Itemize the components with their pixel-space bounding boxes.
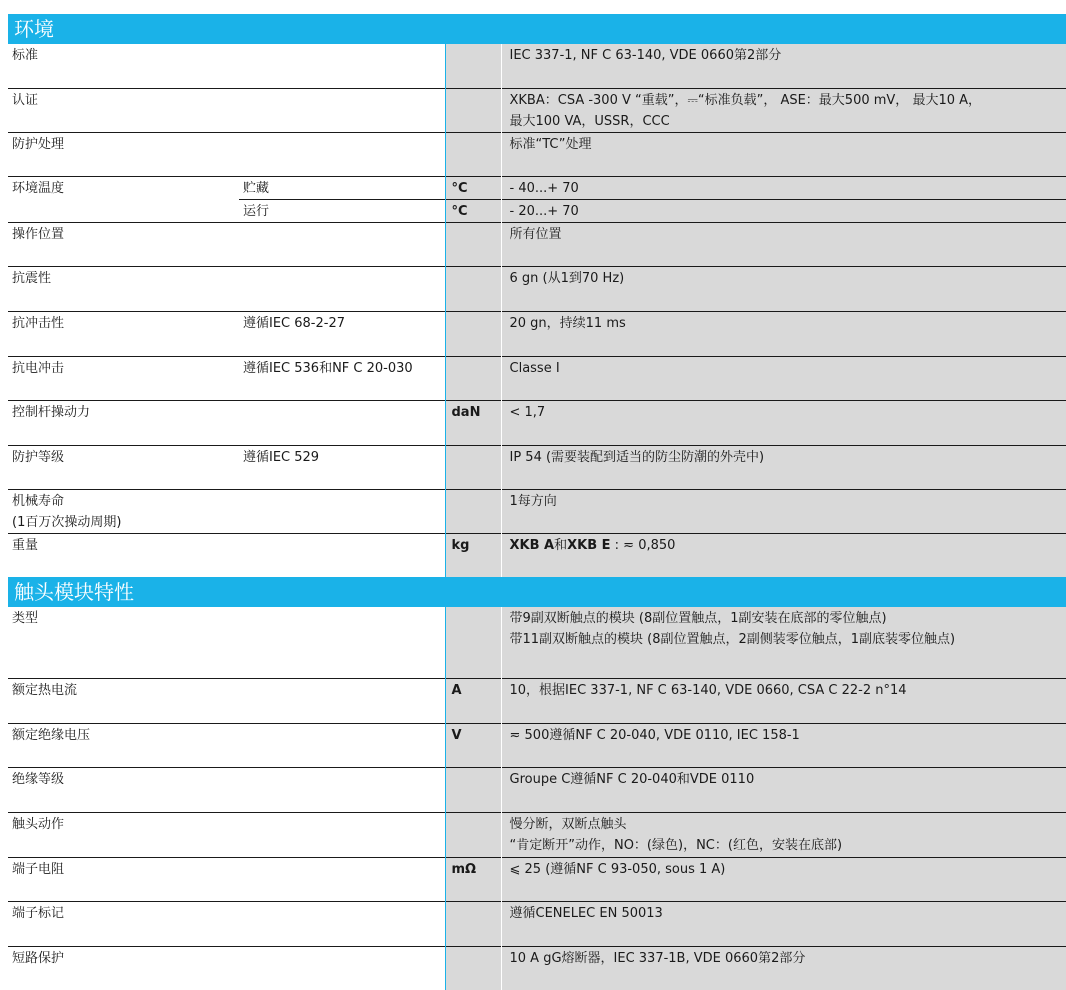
table-row: [8, 723, 1066, 767]
row-condition: [239, 88, 445, 132]
table-row: [8, 445, 1066, 489]
table-row: [8, 356, 1066, 400]
table-row: [8, 946, 1066, 990]
row-condition: 运行: [239, 199, 445, 222]
table-row: [8, 132, 1066, 176]
table-row: [8, 857, 1066, 901]
row-unit: °C: [445, 176, 501, 199]
row-label: 绝缘等级: [8, 767, 239, 812]
row-unit: [445, 222, 501, 266]
row-condition: [239, 723, 445, 767]
row-unit: [445, 266, 501, 311]
row-unit: V: [445, 723, 501, 767]
row-value: Groupe C遵循NF C 20-040和VDE 0110: [501, 767, 1066, 812]
row-unit: A: [445, 678, 501, 723]
row-unit: [445, 44, 501, 88]
row-label: 防护处理: [8, 132, 239, 176]
row-condition: [239, 678, 445, 723]
row-unit: daN: [445, 400, 501, 445]
row-value: 6 gn (从1到70 Hz): [501, 266, 1066, 311]
row-condition: 贮藏: [239, 176, 445, 199]
row-condition: [239, 857, 445, 901]
row-value: Classe I: [501, 356, 1066, 400]
row-value: - 40...+ 70: [501, 176, 1066, 199]
spec-sheet: [8, 14, 1066, 990]
row-unit: kg: [445, 533, 501, 577]
row-label: 类型: [12, 611, 39, 626]
row-label: 防护等级: [8, 445, 239, 489]
row-unit: [445, 812, 501, 857]
table-row: [8, 533, 1066, 577]
contact-module-table: [8, 607, 1066, 990]
row-unit: [445, 767, 501, 812]
row-condition: [239, 767, 445, 812]
row-condition: [239, 812, 445, 857]
row-value: 10 A gG熔断器，IEC 337-1B, VDE 0660第2部分: [501, 946, 1066, 990]
row-value: 1每方向: [501, 489, 1066, 533]
row-value: 遵循CENELEC EN 50013: [501, 901, 1066, 946]
row-condition: [239, 132, 445, 176]
table-row: [8, 176, 1066, 199]
row-condition: [239, 946, 445, 990]
row-value: ≂ 500遵循NF C 20-040, VDE 0110, IEC 158-1: [501, 723, 1066, 767]
row-condition: [239, 901, 445, 946]
table-row: [8, 901, 1066, 946]
row-label: 抗冲击性: [8, 311, 239, 356]
row-value: 20 gn，持续11 ms: [501, 311, 1066, 356]
row-value: XKB A和XKB E : ≂ 0,850: [501, 533, 1066, 577]
row-unit: [445, 607, 501, 678]
row-unit: [445, 88, 501, 132]
row-condition: 遵循IEC 529: [239, 445, 445, 489]
row-condition: 遵循IEC 536和NF C 20-030: [239, 356, 445, 400]
table-row: [8, 199, 1066, 222]
row-label: 控制杆操动力: [8, 400, 239, 445]
row-condition: [239, 489, 445, 533]
row-value: 标准“TC”处理: [501, 132, 1066, 176]
row-label: 触头动作: [8, 812, 239, 857]
row-value: - 20...+ 70: [501, 199, 1066, 222]
table-row: [8, 678, 1066, 723]
row-value: IEC 337-1, NF C 63-140, VDE 0660第2部分: [501, 44, 1066, 88]
row-unit: [445, 489, 501, 533]
table-row: [8, 44, 1066, 88]
row-unit: °C: [445, 199, 501, 222]
row-condition: [239, 222, 445, 266]
row-value: < 1,7: [501, 400, 1066, 445]
row-unit: [445, 445, 501, 489]
section-title-contact-module: 触头模块特性: [8, 577, 1066, 607]
row-condition: [239, 44, 445, 88]
row-label: 额定绝缘电压: [8, 723, 239, 767]
row-condition: [239, 533, 445, 577]
row-value: 带9副双断触点的模块 (8副位置触点，1副安装在底部的零位触点) 带11副双断触点的模块 (8副位置触点，2副侧装零位触点，1副底装零位触点): [501, 607, 1066, 678]
row-unit: [445, 946, 501, 990]
table-row: [8, 311, 1066, 356]
row-unit: mΩ: [445, 857, 501, 901]
row-value: XKBA：CSA -300 V “重载”，⎓“标准负载”， ASE：最大500 mV， 最大10 A， 最大100 VA，USSR，CCC: [501, 88, 1066, 132]
table-row: [8, 767, 1066, 812]
row-label: 额定热电流: [8, 678, 239, 723]
row-unit: [445, 132, 501, 176]
table-row: [8, 489, 1066, 533]
row-condition: [239, 607, 445, 678]
table-row: [8, 88, 1066, 132]
row-label: 抗震性: [8, 266, 239, 311]
row-label: 端子标记: [8, 901, 239, 946]
table-row: [8, 812, 1066, 857]
table-row: [8, 400, 1066, 445]
row-label: 抗电冲击: [8, 356, 239, 400]
row-value: ⩽ 25 (遵循NF C 93-050, sous 1 A): [501, 857, 1066, 901]
row-label: 操作位置: [8, 222, 239, 266]
row-label: 短路保护: [8, 946, 239, 990]
row-unit: [445, 311, 501, 356]
row-label: 认证: [8, 88, 239, 132]
row-label: [8, 199, 239, 222]
table-row: [8, 222, 1066, 266]
row-condition: [239, 400, 445, 445]
row-value: 10，根据IEC 337-1, NF C 63-140, VDE 0660, CSA C 22-2 n°14: [501, 678, 1066, 723]
row-value: IP 54 (需要装配到适当的防尘防潮的外壳中): [501, 445, 1066, 489]
row-label: 机械寿命 (1百万次操动周期): [8, 489, 239, 533]
row-label: 端子电阻: [8, 857, 239, 901]
row-condition: 遵循IEC 68-2-27: [239, 311, 445, 356]
row-label: 标准: [12, 48, 39, 63]
row-condition: [239, 266, 445, 311]
row-label: 环境温度: [8, 176, 239, 199]
environment-table: [8, 44, 1066, 577]
table-row: [8, 266, 1066, 311]
row-label: 重量: [8, 533, 239, 577]
row-unit: [445, 901, 501, 946]
section-title-environment: 环境: [8, 14, 1066, 44]
row-value: 所有位置: [501, 222, 1066, 266]
table-row: [8, 607, 1066, 678]
row-unit: [445, 356, 501, 400]
row-value: 慢分断，双断点触头 “肯定断开”动作，NO：(绿色)，NC：(红色，安装在底部): [501, 812, 1066, 857]
